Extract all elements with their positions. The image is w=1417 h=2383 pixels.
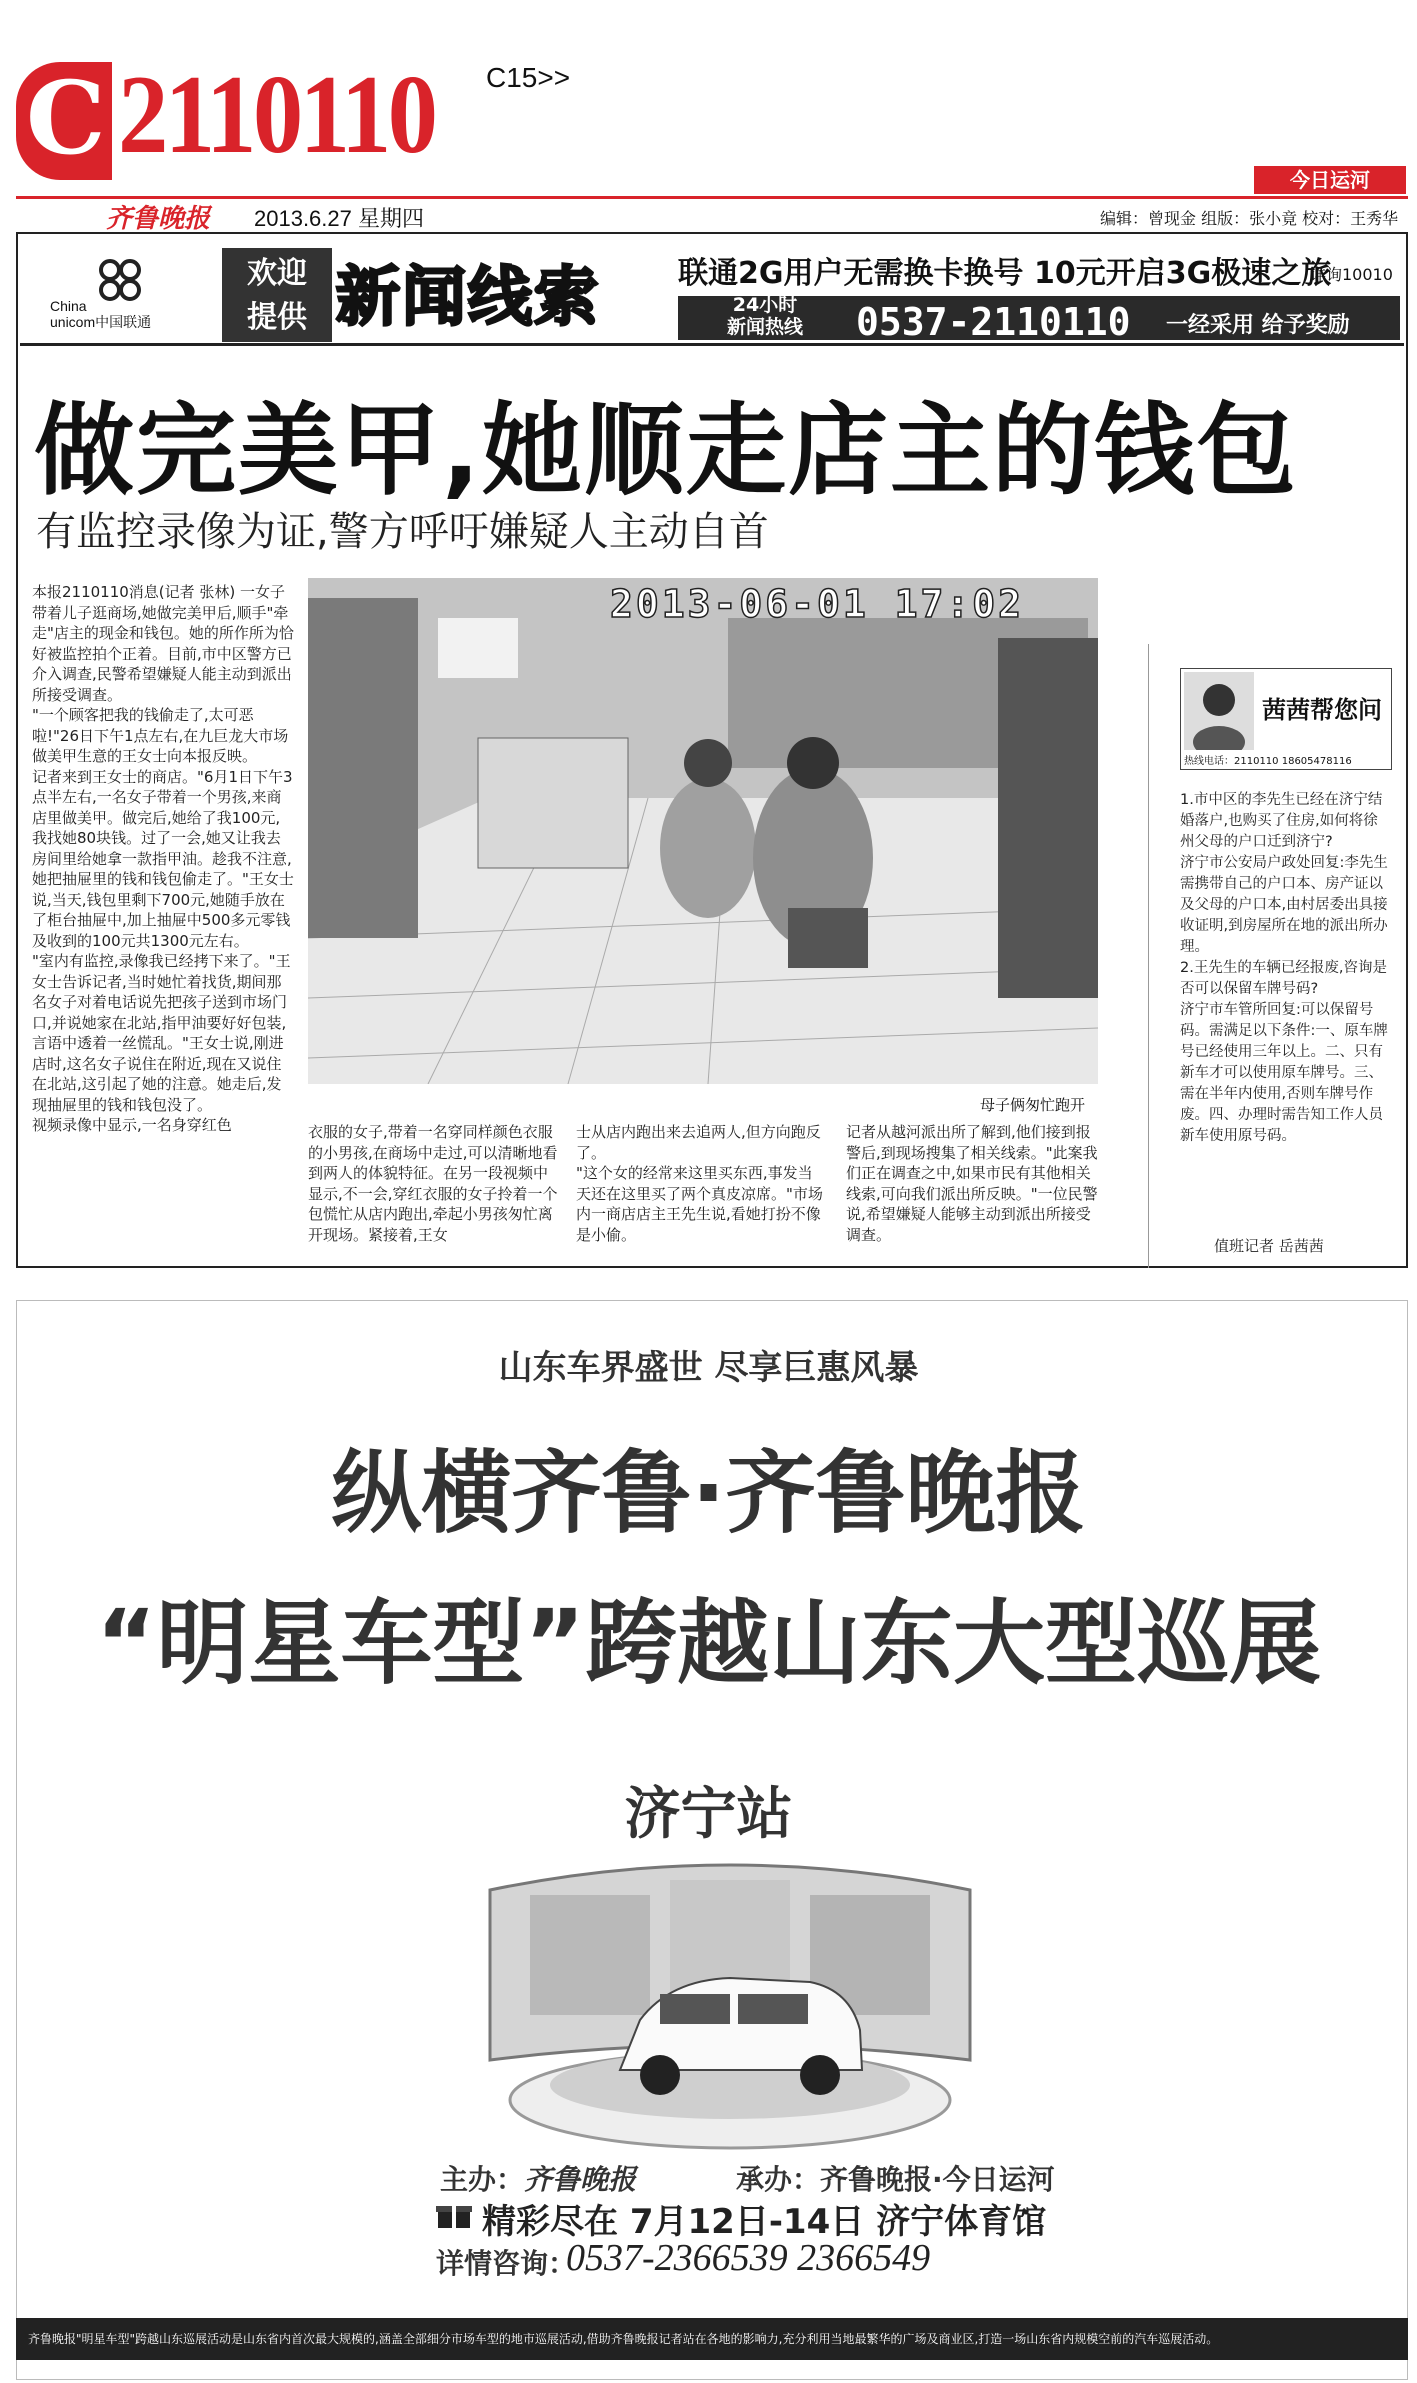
unicom-text-en: China bbox=[50, 298, 87, 314]
ad-tagline: 山东车界盛世 尽享巨惠风暴 bbox=[498, 1348, 919, 1388]
qa-reporter: 值班记者 岳茜茜 bbox=[1214, 1237, 1324, 1255]
help-card-title: 茜茜帮您问 bbox=[1262, 696, 1382, 724]
car-showcase-illustration bbox=[470, 1800, 990, 2160]
ad-organizer-line bbox=[736, 2158, 1055, 2198]
unicom-text bbox=[50, 298, 151, 330]
headline: 做完美甲,她顺走店主的钱包 bbox=[34, 392, 1298, 509]
unicom-text-cn: unicom中国联通 bbox=[50, 314, 152, 330]
reporter-portrait-icon bbox=[1184, 672, 1254, 750]
ad-title: 纵横齐鲁·齐鲁晚报 bbox=[331, 1441, 1086, 1546]
ad-station: 济宁站 bbox=[624, 1782, 793, 1847]
event-venue: 济宁体育馆 bbox=[876, 2202, 1047, 2242]
photo-timestamp: 2013-06-01 17:02 bbox=[610, 582, 1025, 626]
page-code: C15>> bbox=[486, 62, 571, 93]
host-label: 主办： bbox=[440, 2163, 525, 2196]
logo-letter: C bbox=[26, 59, 106, 177]
article-column-2: 衣服的女子,带着一名穿同样颜色衣服的小男孩,在商场中走过,可以清晰地看到两人的体貌特征。在另一段视频中显示,不一会,穿红衣服的女子拎着一个包慌忙从店内跑出,牵起小男孩匆忙离开现场。紧接着,王女 bbox=[308, 1123, 558, 1244]
article-column-3: 士从店内跑出来去追两人,但方向跑反了。 "这个女的经常来这里买东西,事发当天还在这里买了两个真皮凉席。"市场内一商店店主王先生说,看她打扮不像是小偷。 bbox=[576, 1123, 823, 1244]
event-dates: 7月12日-14日 bbox=[629, 2202, 865, 2242]
ad-footer: 齐鲁晚报"明星车型"跨越山东巡展活动是山东省内首次最大规模的,涵盖全部细分市场车型的地市巡展活动,借助齐鲁晚报记者站在各地的影响力,充分利用当地最繁华的广场及商业区,打造一场山东省内规模空前的汽车巡展活动。 bbox=[16, 2318, 1408, 2360]
editors-credit: 编辑：曾现金 组版：张小竟 校对：王秀华 bbox=[1100, 209, 1399, 228]
welcome-box bbox=[222, 248, 332, 342]
hotline-label bbox=[690, 294, 840, 338]
date: 2013.6.27 bbox=[254, 206, 352, 231]
banner-promo-note: 详询10010 bbox=[1310, 265, 1393, 284]
welcome-word-2: 提供 bbox=[247, 300, 307, 335]
hotline-phone: 0537-2110110 bbox=[856, 300, 1131, 344]
banner-title: 新闻线索 bbox=[336, 261, 600, 335]
header-rule bbox=[16, 196, 1408, 199]
article-column-1: 本报2110110消息(记者 张林) 一女子带着儿子逛商场,她做完美甲后,顺手"牵走"店主的现金和钱包。她的所作所为恰好被监控拍个正着。目前,市中区警方已介入调查,民警希望嫌疑人能主动到派出所接受调查。 "一个顾客把我的钱偷走了,太可恶啦!"26日下午1点左右,在九巨龙大市场做美甲生意的王女士向本报反映。 记者来到王女士的商店。"6月1日下午3点半左右,一名女子带着一个男孩,来商店里做美甲。做完后,她给了我100元,我找她80块钱。过了一会,她又让我去房间里给她拿一款指甲油。趁我不注意,她把抽屉里的钱和钱包偷走了。"王女士说,当天,钱包里剩下700元,她随手放在了柜台抽屉中,加上抽屉中500多元零钱及收到的100元共1300元左右。 "室内有监控,录像我已经拷下来了。"王女士告诉记者,当时她忙着找货,期间那名女子对着电话说先把孩子送到市场门口,并说她家在北站,指甲油要好好包装,言语中透着一丝慌乱。"王女士说,刚进店时,这名女子说住在附近,现在又说住在北站,这引起了她的注意。她走后,发现抽屉里的钱和钱包没了。 视频录像中显示,一名身穿红色 bbox=[32, 583, 294, 1134]
highlight-text: 精彩尽在 bbox=[482, 2202, 618, 2242]
hotline-number-title: 2110110 bbox=[118, 53, 435, 177]
surveillance-photo bbox=[308, 578, 1098, 1084]
phone-label: 详情咨询： bbox=[436, 2247, 577, 2280]
issue-date bbox=[254, 202, 424, 233]
ad-subtitle: “明星车型”跨越山东大型巡展 bbox=[96, 1590, 1321, 1697]
banner-promo: 联通2G用户无需换卡换号 10元开启3G极速之旅 bbox=[678, 256, 1332, 291]
ad-host-line bbox=[440, 2158, 636, 2198]
hotline-label-2: 新闻热线 bbox=[726, 316, 803, 338]
help-card-phone: 热线电话：2110110 18605478116 bbox=[1184, 756, 1352, 767]
article-column-4: 记者从越河派出所了解到,他们接到报警后,到现场搜集了相关线索。"此案我们正在调查之中,如果市民有其他相关线索,可向我们派出所反映。"一位民警说,希望嫌疑人能够主动到派出所接受调查。 bbox=[846, 1123, 1098, 1244]
weekday: 星期四 bbox=[358, 206, 425, 231]
photo-scene bbox=[308, 578, 1098, 1084]
subheadline: 有监控录像为证,警方呼吁嫌疑人主动自首 bbox=[36, 509, 769, 555]
masthead-name: 齐鲁晚报 bbox=[106, 204, 211, 234]
welcome-word-1: 欢迎 bbox=[247, 256, 307, 291]
organizer-name: 齐鲁晚报·今日运河 bbox=[820, 2163, 1055, 2196]
section-tag: 今日运河 bbox=[1254, 166, 1406, 194]
reward-text: 一经采用 给予奖励 bbox=[1166, 313, 1350, 338]
organizer-label: 承办： bbox=[736, 2163, 821, 2196]
photo-caption: 母子俩匆忙跑开 bbox=[980, 1096, 1086, 1114]
ad-phone: 0537-2366539 2366549 bbox=[566, 2237, 931, 2279]
hotline-label-1: 24小时 bbox=[732, 294, 798, 316]
gift-icon bbox=[436, 2200, 472, 2230]
qa-text: 1.市中区的李先生已经在济宁结婚落户,也购买了住房,如何将徐州父母的户口迁到济宁? 济宁市公安局户政处回复:李先生需携带自己的户口本、房产证以及父母的户口本,由村居委出具接收证明,到房屋所在地的派出所办理。 2.王先生的车辆已经报废,咨询是否可以保留车牌号码? 济宁市车管所回复:可以保留号码。需满足以下条件:一、原车牌号已经使用三年以上。二、只有新车才可以使用原车牌号。三、需在半年内使用,否则车牌号作废。四、办理时需告知工作人员新车使用原号码。 bbox=[1180, 792, 1388, 1144]
host-name: 齐鲁晚报 bbox=[524, 2163, 637, 2196]
